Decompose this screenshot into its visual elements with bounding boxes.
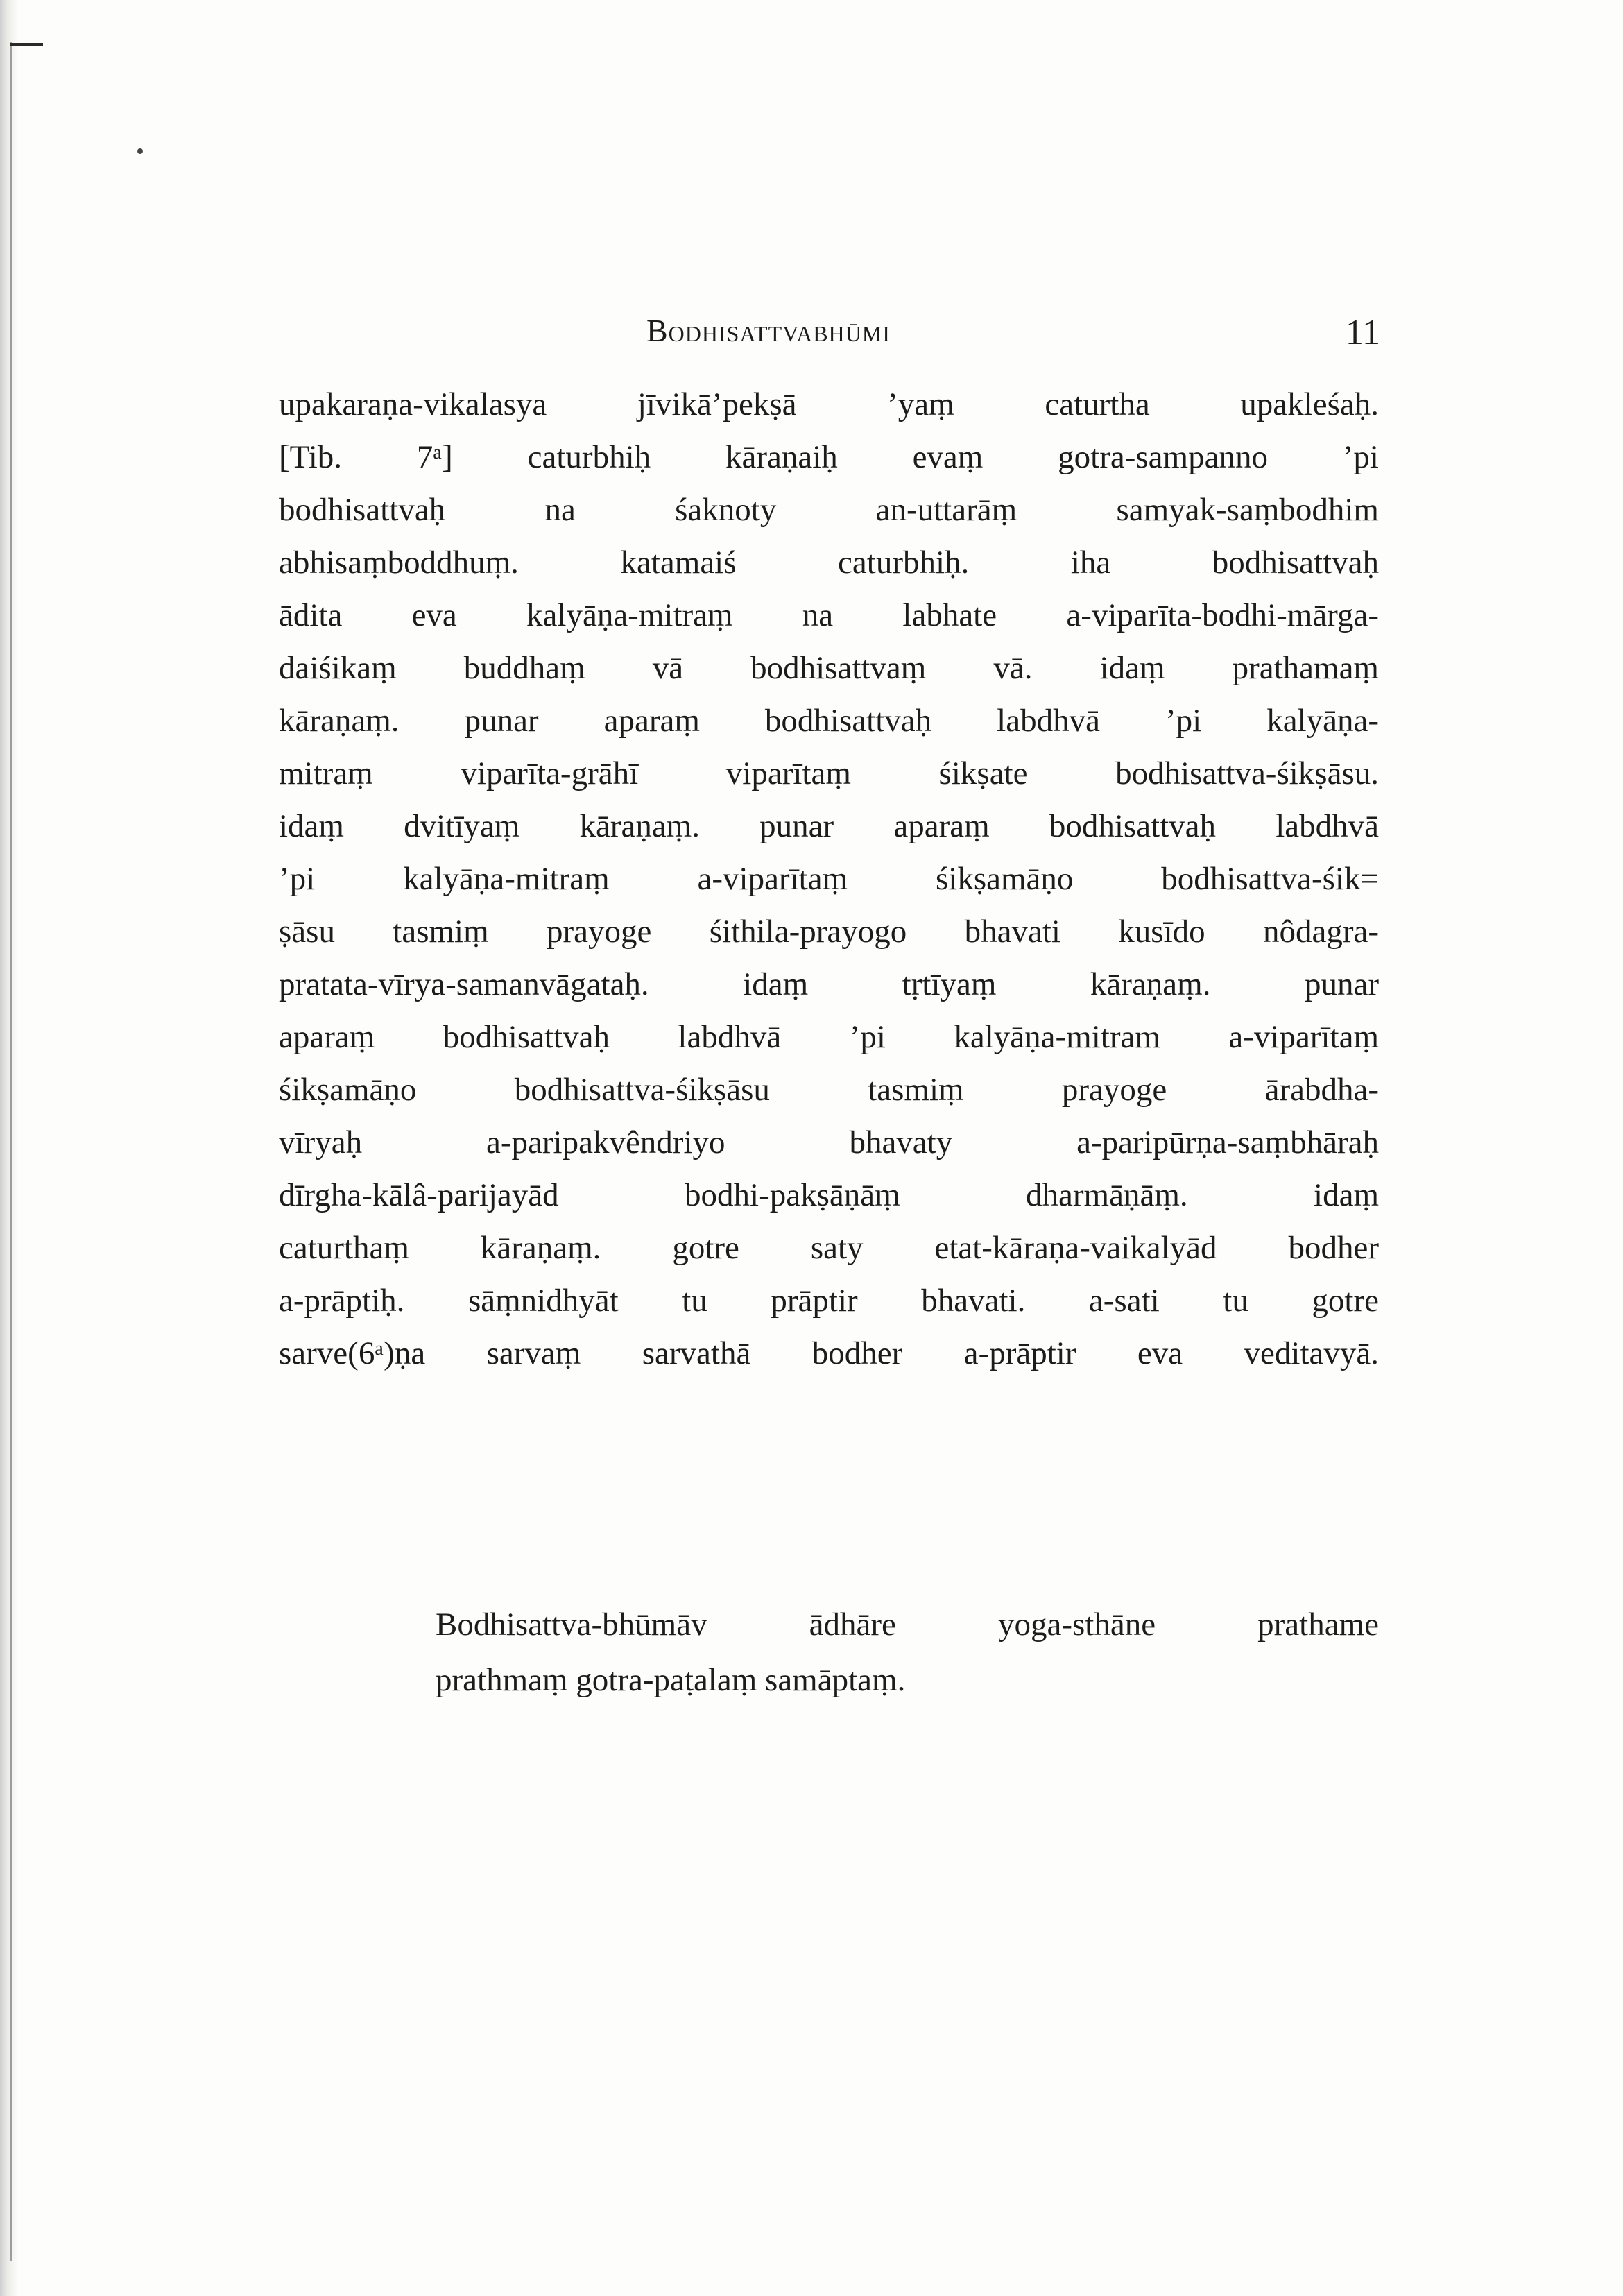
- text-line: daiśikaṃ buddhaṃ vā bodhisattvaṃ vā. idaṃ prathamaṃ: [279, 650, 1379, 686]
- page-number: 11: [1345, 313, 1380, 352]
- text-line: [Tib. 7ᵃ] caturbhiḥ kāraṇaiḥ evaṃ gotra-sampanno ’pi: [279, 439, 1379, 475]
- text-line: śikṣamāṇo bodhisattva-śikṣāsu tasmiṃ prayoge ārabdha-: [279, 1072, 1379, 1108]
- body-text: [279, 378, 1379, 1380]
- text-line: abhisaṃboddhuṃ. katamaiś caturbhiḥ. iha bodhisattvaḥ: [279, 545, 1379, 581]
- text-line: vīryaḥ a-paripakvêndriyo bhavaty a-paripūrṇa-saṃbhāraḥ: [279, 1124, 1379, 1160]
- chapter-colophon: [436, 1597, 1379, 1708]
- text-line: ’pi kalyāṇa-mitraṃ a-viparītaṃ śikṣamāṇo bodhisattva-śik=: [279, 861, 1379, 897]
- text-line: caturthaṃ kāraṇaṃ. gotre saty etat-kāraṇa-vaikalyād bodher: [279, 1230, 1379, 1266]
- binding-edge: [0, 0, 18, 2296]
- colophon-line: prathmaṃ gotra-paṭalaṃ samāptaṃ.: [436, 1662, 906, 1698]
- text-line: aparaṃ bodhisattvaḥ labdhvā ’pi kalyāṇa-mitram a-viparītaṃ: [279, 1019, 1379, 1055]
- text-line: ādita eva kalyāṇa-mitraṃ na labhate a-viparīta-bodhi-mārga-: [279, 597, 1379, 633]
- text-line: sarve(6ᵃ)ṇa sarvaṃ sarvathā bodher a-prāptir eva veditavyā.: [279, 1335, 1379, 1371]
- text-line: bodhisattvaḥ na śaknoty an-uttarāṃ samyak-saṃbodhim: [279, 492, 1379, 528]
- scan-speck: [137, 148, 143, 154]
- text-line: mitraṃ viparīta-grāhī viparītaṃ śikṣate bodhisattva-śikṣāsu.: [279, 755, 1379, 791]
- colophon-line: Bodhisattva-bhūmāv ādhāre yoga-sthāne prathame: [436, 1607, 1379, 1643]
- text-line: pratata-vīrya-samanvāgataḥ. idaṃ tṛtīyaṃ kāraṇaṃ. punar: [279, 966, 1379, 1002]
- text-line: upakaraṇa-vikalasya jīvikā’pekṣā ’yaṃ caturtha upakleśaḥ.: [279, 386, 1379, 422]
- running-title: Bodhisattvabhūmi: [646, 313, 891, 348]
- text-line: kāraṇaṃ. punar aparaṃ bodhisattvaḥ labdhvā ’pi kalyāṇa-: [279, 703, 1379, 739]
- text-line: idaṃ dvitīyaṃ kāraṇaṃ. punar aparaṃ bodhisattvaḥ labdhvā: [279, 808, 1379, 844]
- running-head: [277, 312, 1380, 354]
- binding-line: [10, 42, 12, 2261]
- text-line: dīrgha-kālâ-parijayād bodhi-pakṣāṇāṃ dharmāṇāṃ. idaṃ: [279, 1177, 1379, 1213]
- text-line: a-prāptiḥ. sāṃnidhyāt tu prāptir bhavati. a-sati tu gotre: [279, 1283, 1379, 1319]
- text-line: ṣāsu tasmiṃ prayoge śithila-prayogo bhavati kusīdo nôdagra-: [279, 914, 1379, 950]
- binding-mark: [10, 43, 43, 46]
